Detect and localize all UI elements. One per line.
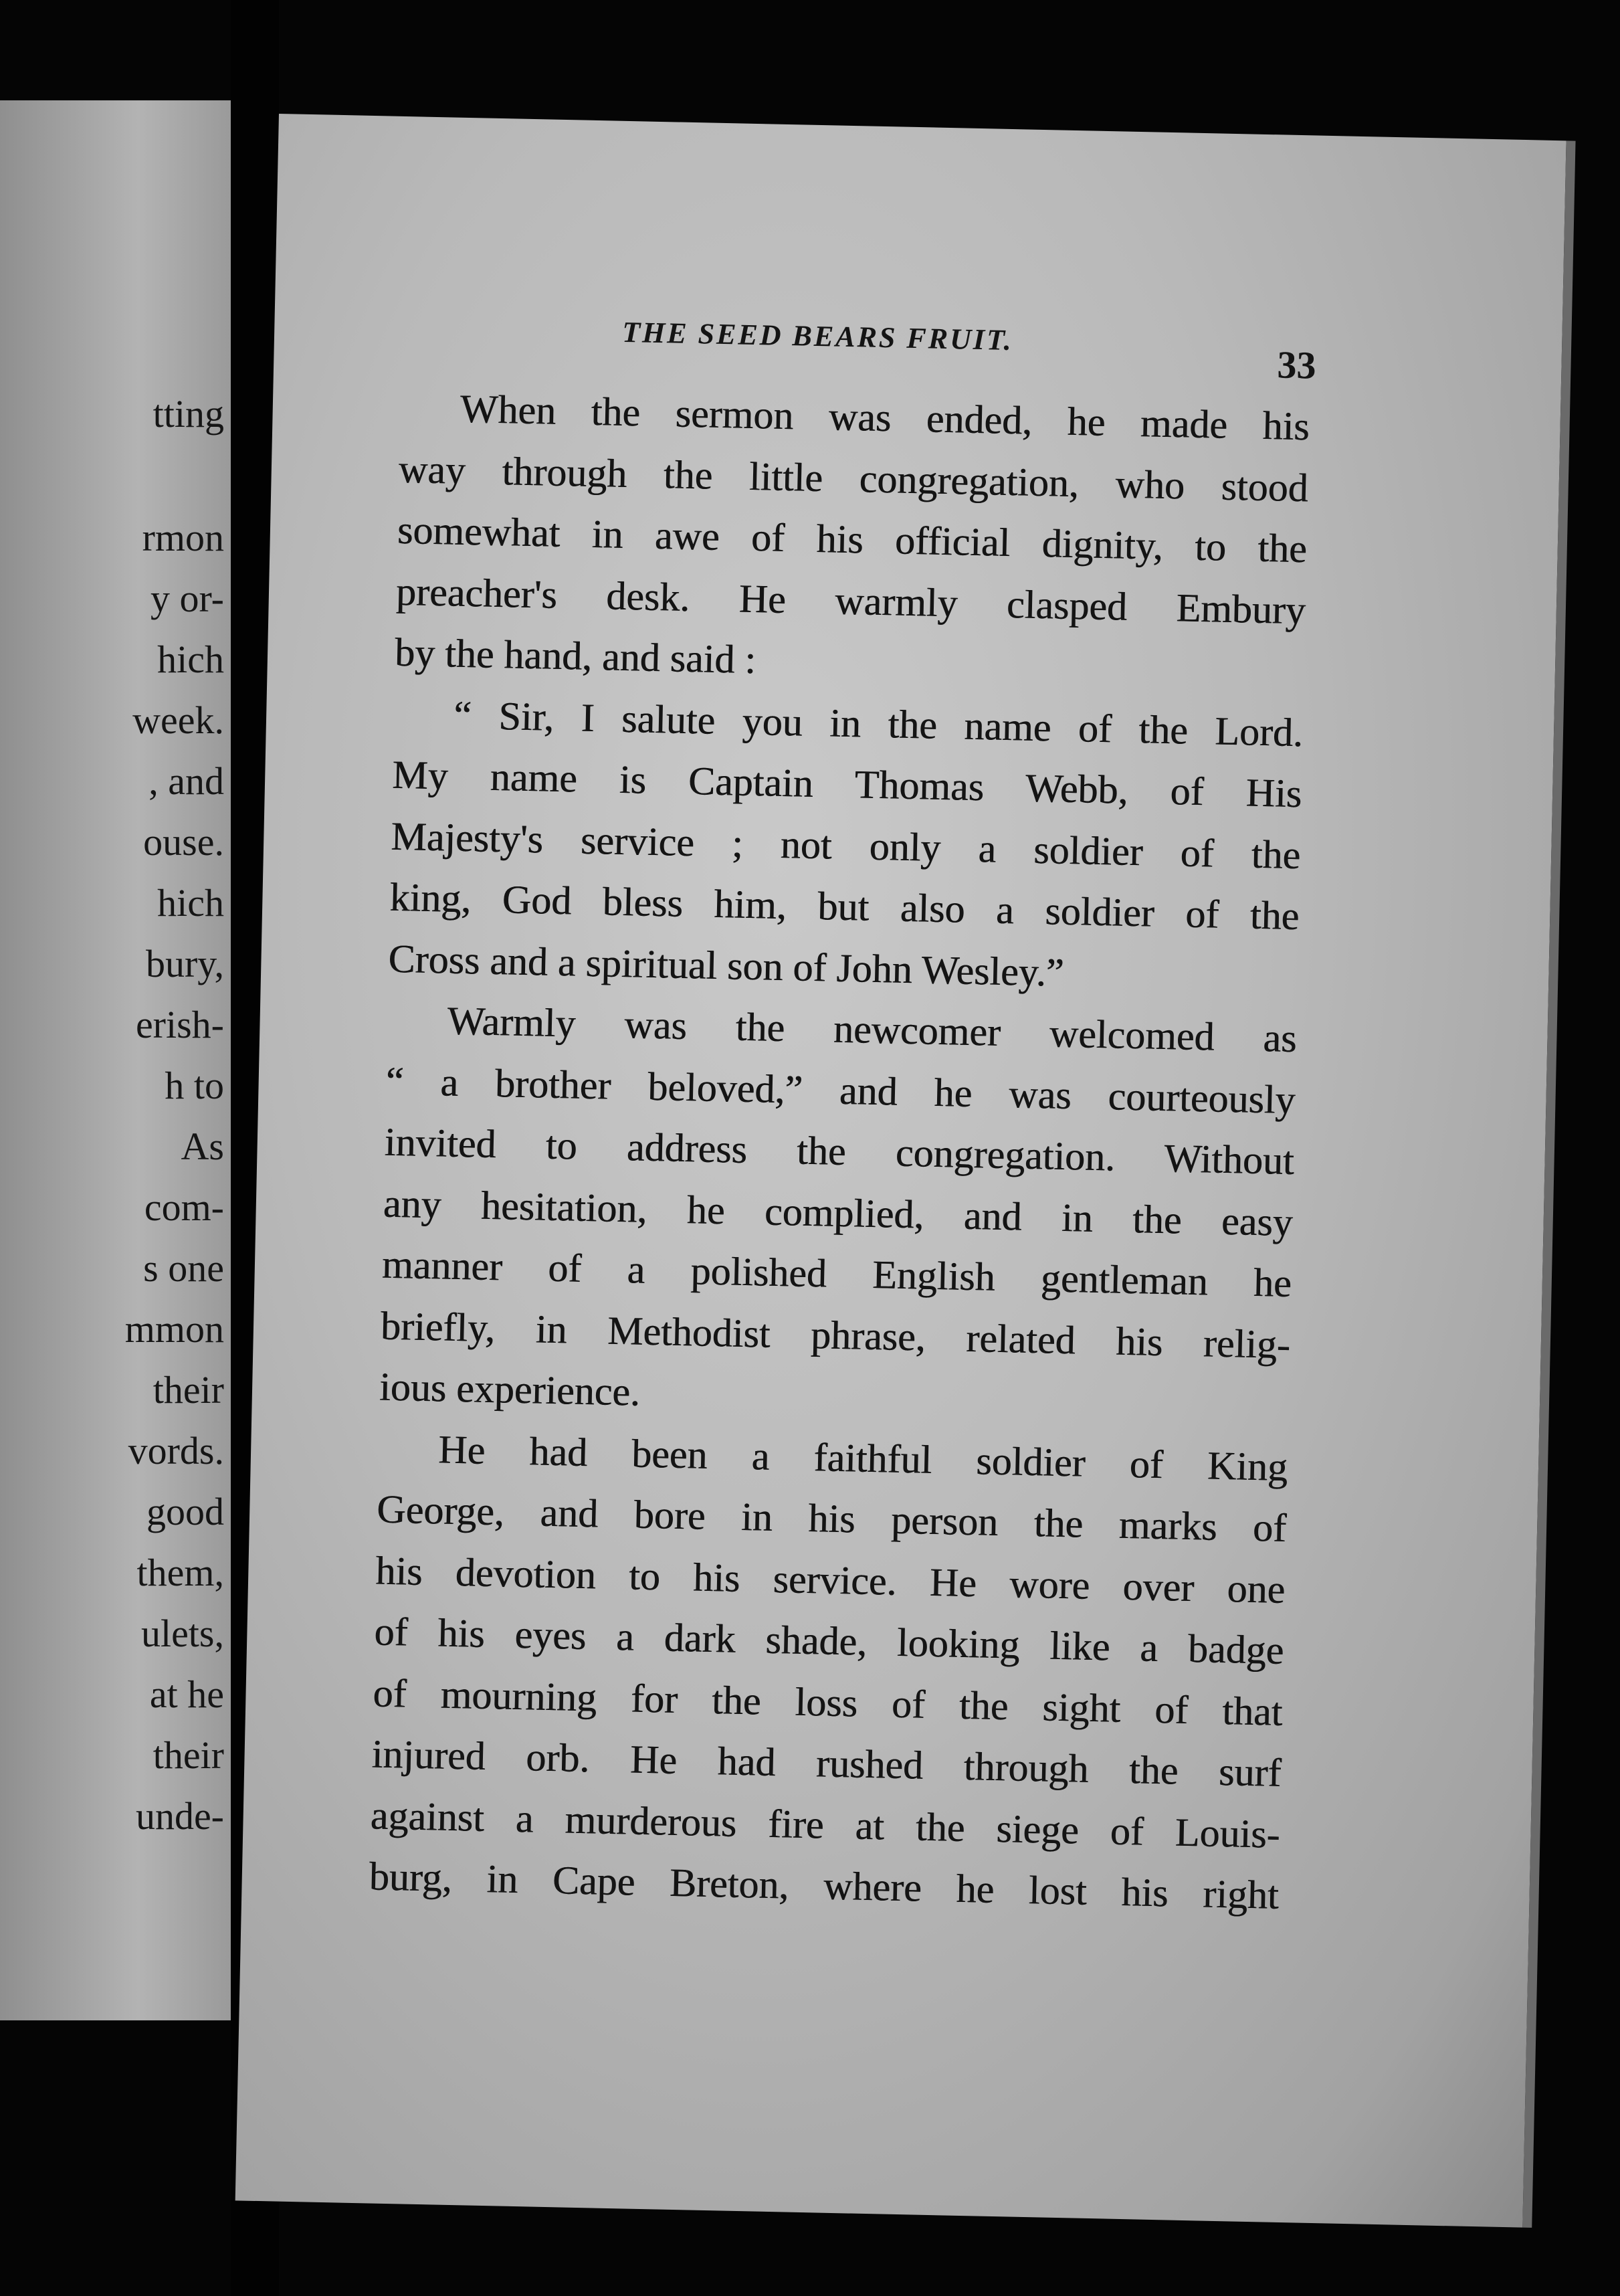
text-line: He had been a faithful soldier of King (437, 1426, 1288, 1489)
previous-page-line: them, (136, 1551, 224, 1594)
previous-page-line: , and (148, 759, 224, 803)
text-line: preacher's desk. He warmly clasped Embury (395, 569, 1306, 632)
previous-page-fragment (0, 100, 231, 2020)
text-line: ious experience. (379, 1364, 641, 1414)
text-line: of his eyes a dark shade, looking like a badge (373, 1609, 1284, 1672)
text-line: against a murderous fire at the siege of Louis- (370, 1792, 1281, 1856)
running-head: THE SEED BEARS FRUIT. (621, 315, 1014, 357)
text-line: somewhat in awe of his official dignity, to the (397, 507, 1308, 571)
text-line: of mourning for the loss of the sight of that (372, 1670, 1284, 1734)
previous-page-line: s one (143, 1246, 224, 1290)
text-line: When the sermon was ended, he made his (460, 386, 1310, 449)
page-number: 33 (1276, 343, 1317, 387)
previous-page-line: hich (157, 881, 224, 925)
text-line: briefly, in Methodist phrase, related his relig- (380, 1303, 1291, 1367)
previous-page-line: unde- (135, 1794, 224, 1838)
previous-page-line: mmon (124, 1307, 224, 1351)
text-line: “ a brother beloved,” and he was courteously (385, 1058, 1296, 1122)
previous-page-line: week. (132, 698, 224, 742)
text-line: his devotion to his service. He wore over one (375, 1548, 1286, 1612)
text-line: Cross and a spiritual son of John Wesley.” (387, 936, 1065, 995)
text-line: “ Sir, I salute you in the name of the Lord. (453, 692, 1304, 755)
text-line: way through the little congregation, who stood (398, 446, 1309, 510)
previous-page-line: their (153, 1733, 224, 1777)
text-line: George, and bore in his person the marks of (376, 1487, 1287, 1550)
previous-page-line: As (181, 1125, 224, 1168)
text-line: burg, in Cape Breton, where he lost his right (369, 1854, 1280, 1917)
previous-page-line: com- (144, 1185, 224, 1229)
page-body-text (369, 377, 1310, 1926)
text-line: Warmly was the newcomer welcomed as (446, 998, 1298, 1061)
text-line: My name is Captain Thomas Webb, of His (391, 752, 1302, 816)
previous-page-line: y or- (150, 577, 224, 620)
text-line: by the hand, and said : (394, 630, 756, 682)
text-line: Majesty's service ; not only a soldier of the (390, 814, 1301, 877)
previous-page-line: at he (149, 1672, 224, 1716)
text-line: any hesitation, he complied, and in the easy (383, 1181, 1294, 1244)
text-line: king, God bless him, but also a soldier of the (389, 874, 1300, 939)
previous-page-line: bury, (145, 942, 224, 985)
book-page (235, 114, 1566, 2228)
previous-page-line: ulets, (140, 1612, 224, 1655)
previous-page-line: good (146, 1490, 224, 1533)
previous-page-line: hich (157, 638, 224, 681)
text-line: injured orb. He had rushed through the surf (371, 1731, 1282, 1795)
previous-page-line: erish- (135, 1003, 224, 1046)
previous-page-line: ouse. (143, 820, 224, 864)
text-line: manner of a polished English gentleman he (381, 1242, 1292, 1306)
previous-page-line: h to (165, 1064, 224, 1107)
previous-page-line: tting (153, 392, 224, 436)
text-line: invited to address the congregation. Without (384, 1119, 1295, 1183)
previous-page-line: rmon (142, 516, 224, 559)
page-edge (1522, 140, 1575, 2228)
previous-page-line: their (153, 1368, 224, 1412)
previous-page-line: vords. (128, 1429, 224, 1472)
